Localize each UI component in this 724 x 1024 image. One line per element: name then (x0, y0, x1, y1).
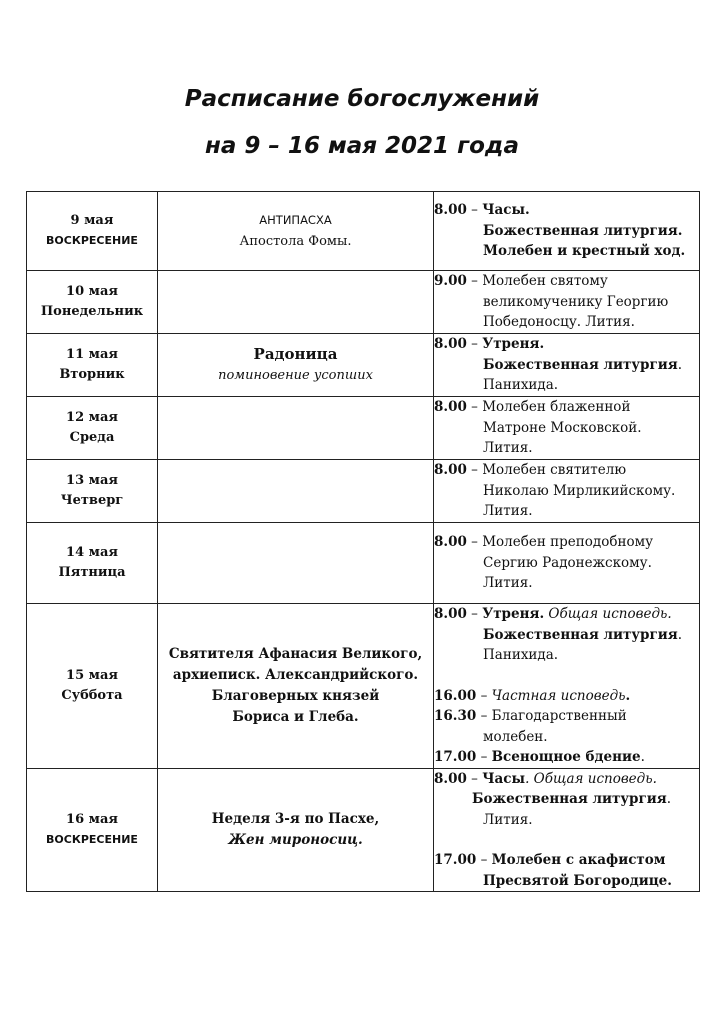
table-row (27, 604, 700, 769)
service-text: Молебен святителю (482, 462, 627, 479)
service-time: 17.00 (434, 852, 477, 868)
service-text: Часы. (482, 202, 530, 219)
time-separator: – (466, 399, 483, 416)
date: 13 мая (66, 473, 118, 488)
date-cell (27, 460, 158, 523)
service-time: 16.00 (434, 687, 477, 704)
service-time: 8.00 (434, 770, 467, 787)
service-time: 9.00 (434, 273, 467, 290)
table-row (27, 768, 700, 892)
feast-line: Неделя 3-я по Пасхе, (211, 810, 380, 827)
service-text: Николаю Мирликийскому. (483, 482, 676, 499)
date-cell (27, 334, 158, 397)
services-cell (434, 192, 700, 271)
service-text: великомученику Георгию (483, 293, 669, 310)
time-separator: – (476, 852, 492, 868)
service-time: 8.00 (434, 534, 467, 551)
service-suffix: . (640, 749, 645, 765)
service-text: Утреня. (482, 606, 545, 622)
service-text: Всенощное бдение (491, 749, 641, 765)
service-text: Лития. (483, 811, 533, 828)
service-suffix: . (677, 626, 683, 643)
service-text: Молебен блаженной (482, 399, 631, 416)
services-cell (434, 768, 700, 892)
date: 10 мая (66, 284, 118, 299)
service-suffix: . (677, 356, 683, 373)
time-separator: – (466, 462, 483, 479)
table-row (27, 192, 700, 271)
services-cell (434, 397, 700, 460)
weekday: ВОСКРЕСЕНИЕ (46, 234, 138, 247)
feast-cell (158, 604, 434, 769)
date: 14 мая (66, 545, 118, 560)
service-time: 8.00 (434, 399, 467, 416)
date-cell (27, 768, 158, 892)
page-subtitle: на 9 – 16 мая 2021 года (205, 133, 519, 159)
feast-cell (158, 334, 434, 397)
time-separator: – (466, 202, 483, 219)
service-text: Благодарственный (491, 708, 627, 724)
feast-line: Апостола Фомы. (239, 234, 352, 249)
weekday: Суббота (61, 687, 123, 703)
date: 16 мая (66, 811, 118, 827)
feast-cell (158, 271, 434, 334)
service-text: Божественная литургия (483, 356, 678, 373)
service-text: Часы (482, 770, 526, 787)
time-separator: – (466, 273, 483, 290)
service-time: 16.30 (434, 708, 477, 724)
service-text: Молебен и крестный ход. (483, 243, 686, 260)
feast-line: АНТИПАСХА (259, 213, 332, 227)
service-text: Лития. (483, 575, 533, 592)
service-suffix: . (625, 687, 631, 704)
feast-cell (158, 768, 434, 892)
services-cell (434, 334, 700, 397)
table-row (27, 271, 700, 334)
date-cell (27, 397, 158, 460)
table-row (27, 523, 700, 604)
service-time: 8.00 (434, 336, 467, 353)
service-text: молебен. (483, 728, 548, 745)
service-text: Лития. (483, 503, 533, 520)
weekday: ВОСКРЕСЕНИЕ (46, 832, 138, 846)
feast-line: Бориса и Глеба. (232, 708, 359, 725)
date: 9 мая (70, 213, 114, 228)
date-cell (27, 523, 158, 604)
services-cell (434, 271, 700, 334)
feast-cell (158, 192, 434, 271)
services-cell (434, 604, 700, 769)
table-row (27, 397, 700, 460)
service-text: Частная исповедь (491, 687, 626, 704)
service-text: Панихида. (483, 647, 559, 663)
service-text: Божественная литургия. (483, 222, 683, 239)
service-note: . Общая исповедь. (525, 770, 657, 787)
page-title: Расписание богослужений (184, 86, 540, 112)
services-cell (434, 523, 700, 604)
date-cell (27, 604, 158, 769)
feast-cell (158, 460, 434, 523)
feast-line: поминовение усопших (218, 368, 373, 383)
service-text: Молебен с акафистом (491, 852, 666, 868)
services-cell (434, 460, 700, 523)
weekday: Вторник (59, 367, 125, 382)
feast-cell (158, 397, 434, 460)
weekday: Понедельник (40, 304, 144, 319)
service-text: Сергию Радонежскому. (483, 554, 652, 571)
service-time: 8.00 (434, 606, 467, 622)
service-text: Лития. (483, 440, 533, 457)
feast-line: Жен мироносиц. (228, 831, 363, 848)
service-text: Молебен преподобному (482, 534, 654, 551)
feast-line: Благоверных князей (211, 687, 380, 704)
date-cell (27, 192, 158, 271)
feast-line: Радоница (253, 345, 338, 363)
service-time: 8.00 (434, 462, 467, 479)
time-separator: – (476, 749, 492, 765)
time-separator: – (466, 606, 483, 622)
service-text: Божественная литургия (472, 791, 667, 807)
service-text: Победоносцу. Лития. (483, 314, 635, 331)
table-row (27, 460, 700, 523)
date: 15 мая (66, 667, 118, 683)
feast-line: архиеписк. Александрийского. (172, 666, 419, 683)
feast-cell (158, 523, 434, 604)
weekday: Пятница (58, 565, 126, 580)
time-separator: – (466, 770, 483, 787)
service-text: Матроне Московской. (483, 419, 642, 436)
service-text: Панихида. (483, 377, 559, 394)
schedule-table (26, 191, 700, 892)
time-separator: – (466, 336, 483, 353)
service-time: 17.00 (434, 749, 477, 765)
weekday: Среда (69, 430, 115, 445)
weekday: Четверг (60, 493, 124, 508)
date: 11 мая (66, 347, 118, 362)
service-text: Молебен святому (482, 273, 608, 290)
date-cell (27, 271, 158, 334)
time-separator: – (466, 534, 483, 551)
service-note: Общая исповедь. (544, 606, 672, 622)
service-time: 8.00 (434, 202, 467, 219)
time-separator: – (476, 687, 492, 704)
service-text: Божественная литургия (483, 626, 678, 643)
service-text: Пресвятой Богородице. (483, 872, 672, 889)
date: 12 мая (66, 410, 118, 425)
service-suffix: . (666, 791, 672, 807)
feast-line: Святителя Афанасия Великого, (168, 645, 423, 662)
service-text: Утреня. (482, 336, 545, 353)
table-row (27, 334, 700, 397)
time-separator: – (476, 708, 492, 724)
